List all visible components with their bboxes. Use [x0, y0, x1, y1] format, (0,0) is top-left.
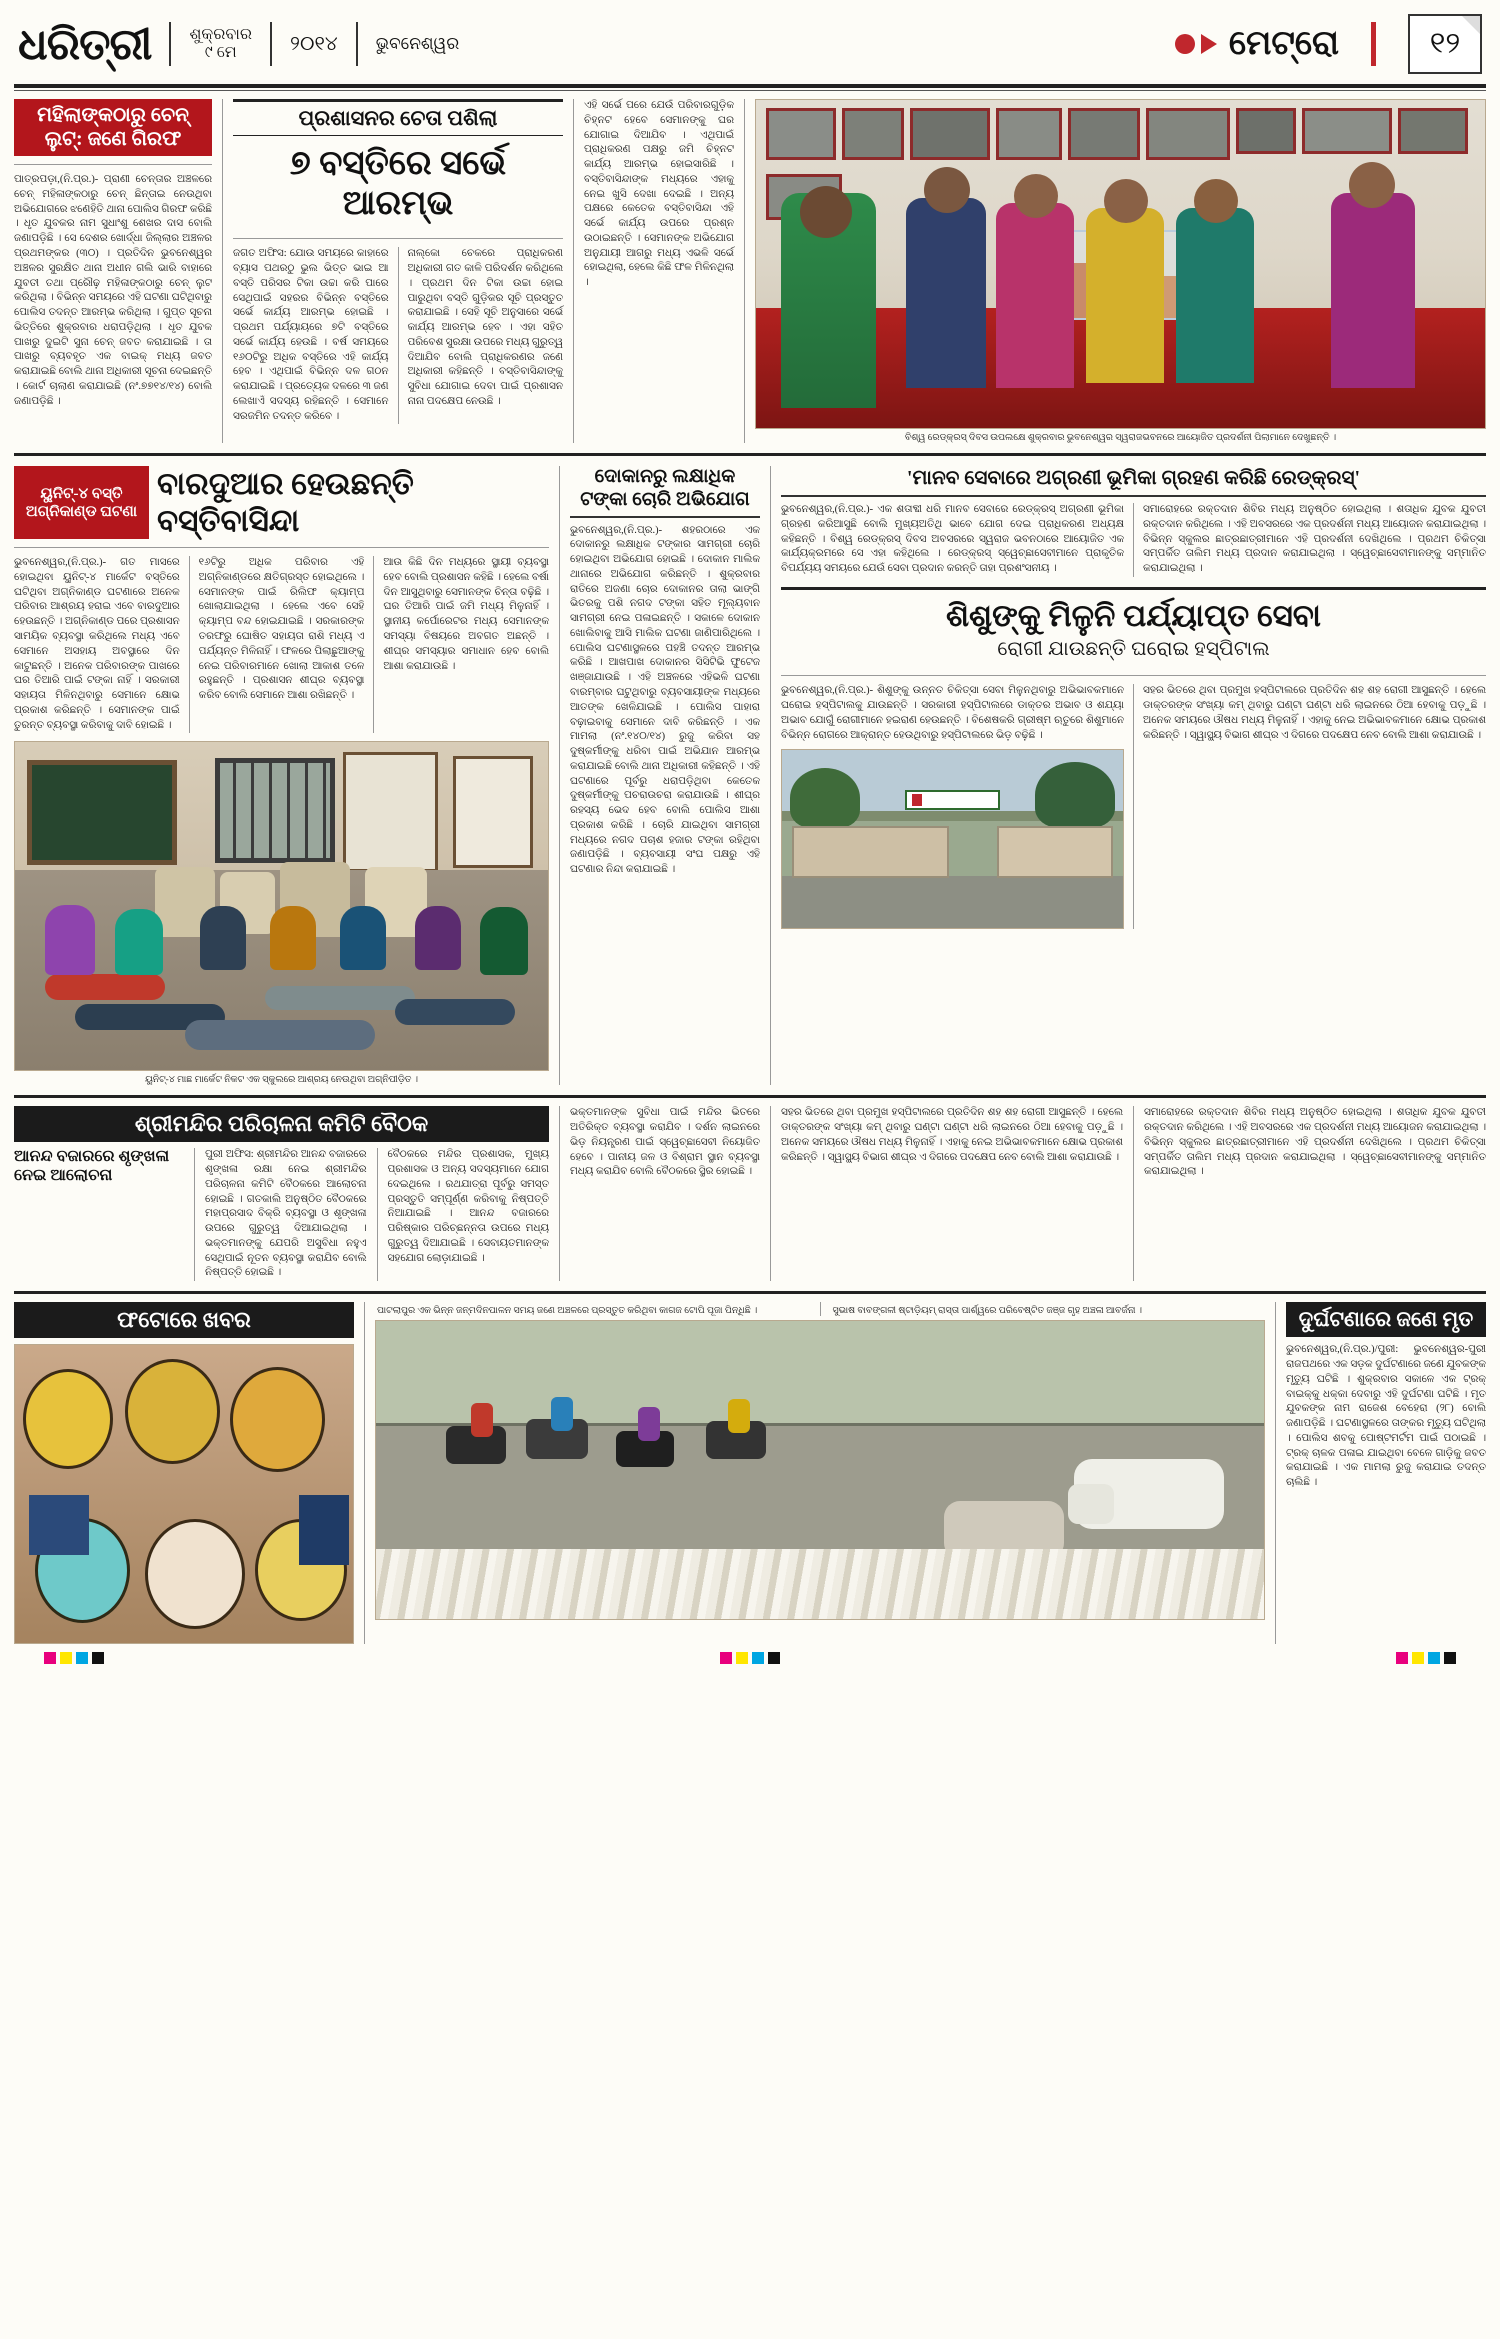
- column-divider: [194, 1148, 195, 1281]
- issue-city: ଭୁବନେଶ୍ୱର: [375, 34, 460, 53]
- story-body-col2: ବୈଠକରେ ମନ୍ଦିର ପ୍ରଶାସକ, ମୁଖ୍ୟ ପ୍ରଶାସକ ଓ ଅନ୍ୟ ସଦସ୍ୟମାନେ ଯୋଗ ଦେଇଥିଲେ । ରଥଯାତ୍ରା ପୂର୍ବରୁ ସମସ୍ତ ପ୍ରସ୍ତୁତି ସମ୍ପୂର୍ଣ୍ଣ କରିବାକୁ ନିଷ୍ପତ୍ତି ନିଆଯାଇଛି । ଆନନ୍ଦ ବଜାରରେ ପରିଷ୍କାର ପରିଚ୍ଛନ୍ନତା ଉପରେ ମଧ୍ୟ ଗୁରୁତ୍ୱ ଦିଆଯାଇଛି । ସେବାୟତମାନଙ୍କ ସହଯୋଗ ଲୋଡ଼ାଯାଇଛି ।: [387, 1149, 549, 1264]
- divider: [356, 22, 358, 66]
- child-health-left: [781, 684, 1124, 929]
- column-divider: [573, 99, 574, 443]
- story-temple-committee: [14, 1106, 1486, 1281]
- column-divider: [559, 1106, 560, 1281]
- page-number: ୧୨: [1408, 14, 1482, 74]
- photo-news-center: [375, 1302, 1265, 1644]
- story-body-col1: ଭୁବନେଶ୍ୱର,(ନି.ପ୍ର.)- ଏକ ଶତାବ୍ଦୀ ଧରି ମାନବ ସେବାରେ ରେଡ୍‌କ୍ରସ୍ ଅଗ୍ରଣୀ ଭୂମିକା ଗ୍ରହଣ କରିଆସୁଛି ବୋଲି ମୁଖ୍ୟଅତିଥି ଭାବେ ଯୋଗ ଦେଇ ପ୍ରାଧିକରଣ ଅଧ୍ୟକ୍ଷ କହିଛନ୍ତି । ବିଶ୍ୱ ରେଡ୍‌କ୍ରସ୍ ଦିବସ ଅବସରରେ ସ୍ୱରାଜ ଭବନଠାରେ ଆୟୋଜିତ ଏକ କାର୍ଯ୍ୟକ୍ରମରେ ସେ ଏହା କହିଥିଲେ । ରେଡ୍‌କ୍ରସ୍ ସ୍ୱେଚ୍ଛାସେବୀମାନେ ପ୍ରାକୃତିକ ବିପର୍ଯ୍ୟୟ ସମୟରେ ଯେଉଁ ସେବା ପ୍ରଦାନ କରନ୍ତି ତାହା ପ୍ରଶଂସନୀୟ ।: [781, 504, 1124, 575]
- issue-year: ୨୦୧୪: [290, 32, 338, 55]
- photo-children-masks: [14, 1344, 354, 1644]
- right-column-stack: [781, 466, 1486, 1085]
- photo-fire-victims-shelter: [14, 741, 549, 1071]
- story-body-col3: ଆଉ କିଛି ଦିନ ମଧ୍ୟରେ ସ୍ଥାୟୀ ବ୍ୟବସ୍ଥା ହେବ ବୋଲି ପ୍ରଶାସନ କହିଛି । ହେଲେ ବର୍ଷା ଦିନ ଆସୁଥିବାରୁ ସେମାନଙ୍କ ଚିନ୍ତା ବଢ଼ିଛି । ଘର ତିଆରି ପାଇଁ ଜମି ମଧ୍ୟ ମିଳୁନାହିଁ । ସ୍ଥାନୀୟ କର୍ପୋରେଟର ମଧ୍ୟ ସେମାନଙ୍କ ସମସ୍ୟା ବିଷୟରେ ଅବଗତ ଅଛନ୍ତି । ଶୀଘ୍ର ସମସ୍ୟାର ସମାଧାନ ହେବ ବୋଲି ଆଶା କରାଯାଉଛି ।: [383, 557, 550, 672]
- photo-redcross-exhibition: [755, 99, 1486, 429]
- play-triangle-icon: [1201, 34, 1217, 54]
- story-banner: ଶ୍ରୀମନ୍ଦିର ପରିଚାଳନା କମିଟି ବୈଠକ: [14, 1106, 549, 1142]
- rule: [14, 453, 1486, 456]
- rule: [570, 516, 760, 518]
- cmyk-swatches-left: [44, 1652, 104, 1664]
- story-headline: ଦୋକାନରୁ ଲକ୍ଷାଧିକ ଟଙ୍କା ଚୋରି ଅଭିଯୋଗ: [580, 466, 750, 510]
- photo-caption-right: ସୁଭାଷ ବାବଙ୍ଗଳୀ ଷ୍ଟାଡ଼ିୟମ୍ ରାସ୍ତା ପାର୍ଶ୍ୱରେ ପରିବେଷ୍ଟିତ ଜଞ୍ଜ ଗୃହ ଅଞ୍ଚଳା ଆବର୍ଜନା ।: [832, 1306, 1142, 1317]
- column-divider: [820, 1302, 821, 1316]
- column-divider: [1133, 684, 1134, 929]
- story-headline: ଆନନ୍ଦ ବଜାରରେ ଶୃଙ୍ଖଳା ନେଇ ଆଲୋଚନା: [14, 1148, 170, 1185]
- column-divider: [373, 556, 374, 733]
- story-headline: ଦୁର୍ଘଟଣାରେ ଜଣେ ମୃତ: [1286, 1302, 1486, 1337]
- rule: [781, 587, 1486, 590]
- story-body-col3-wrap: [584, 99, 734, 443]
- column-divider: [1133, 503, 1134, 577]
- photo-street-garbage: [375, 1320, 1265, 1620]
- masthead: [14, 10, 1486, 82]
- rule: [781, 675, 1486, 676]
- issue-date: [189, 26, 252, 63]
- rule: [14, 164, 212, 165]
- story-body-col2: ସହର ଭିତରେ ଥିବା ପ୍ରମୁଖ ହସ୍ପିଟାଲରେ ପ୍ରତିଦିନ ଶହ ଶହ ରୋଗୀ ଆସୁଛନ୍ତି । ହେଲେ ଡାକ୍ତରଙ୍କ ସଂଖ୍ୟା କମ୍ ଥିବାରୁ ଘଣ୍ଟା ଘଣ୍ଟା ଧରି ଲାଇନରେ ଠିଆ ହେବାକୁ ପଡ଼ୁଛି । ଅନେକ ସମୟରେ ଔଷଧ ମଧ୍ୟ ମିଳୁନାହିଁ । ଏହାକୁ ନେଇ ଅଭିଭାବକମାନେ କ୍ଷୋଭ ପ୍ରକାଶ କରିଛନ୍ତି । ସ୍ୱାସ୍ଥ୍ୟ ବିଭାଗ ଶୀଘ୍ର ଏ ଦିଗରେ ପଦକ୍ଷେପ ନେବ ବୋଲି ଆଶା କରାଯାଉଛି ।: [1143, 685, 1486, 741]
- column-divider: [770, 1106, 771, 1281]
- accent-bar: [1371, 22, 1376, 66]
- column-divider: [1275, 1302, 1276, 1644]
- photo-hospital-gate: [781, 749, 1124, 929]
- story-body: ଭୁବନେଶ୍ୱର,(ନି.ପ୍ର.)/ପୁରୀ: ଭୁବନେଶ୍ୱର-ପୁରୀ ରାଜପଥରେ ଏକ ସଡ଼କ ଦୁର୍ଘଟଣାରେ ଜଣେ ଯୁବକଙ୍କ ମୃତ୍ୟୁ ଘଟିଛି । ଶୁକ୍ରବାର ସକାଳେ ଏକ ଟ୍ରକ୍ ବାଇକ୍‌କୁ ଧକ୍କା ଦେବାରୁ ଏହି ଦୁର୍ଘଟଣା ଘଟିଛି । ମୃତ ଯୁବକଙ୍କ ନାମ ରାଜେଶ ବେହେରା (୨୮) ବୋଲି ଜଣାପଡ଼ିଛି । ଘଟଣାସ୍ଥଳରେ ତାଙ୍କର ମୃତ୍ୟୁ ଘଟିଥିଲା । ପୋଲିସ ଶବକୁ ପୋଷ୍ଟମର୍ଟମ ପାଇଁ ପଠାଇଛି । ଟ୍ରକ୍ ଚାଳକ ପଳାଇ ଯାଇଥିବା ବେଳେ ଗାଡ଼ିକୁ ଜବତ କରାଯାଇଛି । ଏକ ମାମଲା ରୁଜୁ କରାଯାଇ ତଦନ୍ତ ଚାଲିଛି ।: [1286, 1344, 1486, 1489]
- issue-daymonth: ୯ ମେ: [204, 44, 237, 61]
- divider: [169, 22, 171, 66]
- column-divider: [377, 1148, 378, 1281]
- rule: [233, 238, 563, 239]
- story-body-col1: ପୁରୀ ଅଫିସ: ଶ୍ରୀମନ୍ଦିର ଆନନ୍ଦ ବଜାରରେ ଶୃଙ୍ଖଳା ରକ୍ଷା ନେଇ ଶ୍ରୀମନ୍ଦିର ପରିଚାଳନା କମିଟି ବୈଠକରେ ଆଲୋଚନା ହୋଇଛି । ଗତକାଲି ଅନୁଷ୍ଠିତ ବୈଠକରେ ମହାପ୍ରସାଦ ବିକ୍ରି ବ୍ୟବସ୍ଥା ଓ ଶୃଙ୍ଖଳା ଉପରେ ଗୁରୁତ୍ୱ ଦିଆଯାଇଥିଲା । ଭକ୍ତମାନଙ୍କୁ ଯେପରି ଅସୁବିଧା ନହୁଏ ସେଥିପାଇଁ ନୂତନ ବ୍ୟବସ୍ଥା କରାଯିବ ବୋଲି ନିଷ୍ପତ୍ତି ହୋଇଛି ।: [205, 1149, 367, 1279]
- column-divider: [770, 466, 771, 1085]
- photo-caption: ୟୁନିଟ୍-୪ ମାଛ ମାର୍କେଟ ନିକଟ ଏକ ସ୍କୁଲରେ ଆଶ୍ରୟ ନେଉଥିବା ଅଗ୍ନିପୀଡ଼ିତ ।: [144, 1075, 419, 1086]
- section-label: [1175, 25, 1339, 63]
- rule: [781, 495, 1486, 497]
- story-body-col3: ଭକ୍ତମାନଙ୍କ ସୁବିଧା ପାଇଁ ମନ୍ଦିର ଭିତରେ ଅତିରିକ୍ତ ବ୍ୟବସ୍ଥା କରାଯିବ । ଦର୍ଶନ ଲାଇନରେ ଭିଡ଼ ନିୟନ୍ତ୍ରଣ ପାଇଁ ସ୍ୱେଚ୍ଛାସେବୀ ନିୟୋଜିତ ହେବେ । ପାନୀୟ ଜଳ ଓ ବିଶ୍ରାମ ସ୍ଥାନ ବ୍ୟବସ୍ଥା ମଧ୍ୟ କରାଯିବ ବୋଲି ବୈଠକରେ ସ୍ଥିର ହୋଇଛି ।: [570, 1107, 760, 1178]
- story-body: ପାତ୍ରପଡ଼ା,(ନି.ପ୍ର.)- ପ୍ରାଣୀ ଚେନ୍ତାର ଅଞ୍ଚଳରେ ଚେନ୍ ମହିଳାଙ୍କଠାରୁ ଚେନ୍ ଛିନ୍ତାଇ ନେଉଥିବା ଅଭିଯୋଗରେ ଝଣେହିତି ଥାନା ପୋଲିସ ଗିରଫ କରିଛି । ଧୃତ ଯୁବକର ନାମ ସୁଧାଂଶୁ ଶେଖର ଦାସ ବୋଲି ଜଣାପଡ଼ିଛି । ସେ ଦେଶର ଖୋର୍ଦ୍ଧା ଜିଲ୍ଲାର ଅଞ୍ଚଳର ପ୍ରଥମଙ୍କର (୩୦) । ପ୍ରତିଦିନ ଭୁବନେଶ୍ୱର ଅଞ୍ଚଳର ସୁରକ୍ଷିତ ଥାନା ଅଧୀନ ଗଲି ଭାରି ବାହାରେ ଯୁବତୀ ତଥା ପ୍ରୌଢ଼ ମହିଳାଙ୍କଠାରୁ ଚେନ୍ ଲୁଟ କରିଥିଲା । ବିଭିନ୍ନ ସମୟରେ ଏହି ଘଟଣା ଘଟିଥିବାରୁ ପୋଲିସ ତଦନ୍ତ ଆରମ୍ଭ କରିଥିଲା । ଗୁପ୍ତ ସୂଚନା ଭିତ୍ତିରେ ଶୁକ୍ରବାର ଧରାପଡ଼ିଥିଲା । ଧୃତ ଯୁବକ ପାଖରୁ ଦୁଇଟି ସୁନା ଚେନ୍ ଜବତ କରାଯାଇଛି । ତା ପାଖରୁ ବ୍ୟବହୃତ ଏକ ବାଇକ୍ ମଧ୍ୟ ଜବତ କରାଯାଇଛି ବୋଲି ଥାନା ଅଧିକାରୀ ସୂଚନା ଦେଇଛନ୍ତି । କୋର୍ଟ ଚାଲାଣ କରାଯାଇଛି (ନଂ.୭୭୧୪/୧୪) ବୋଲି ଜଣାପଡ଼ିଛି ।: [14, 174, 212, 407]
- story-headline-redcross: 'ମାନବ ସେବାରେ ଅଗ୍ରଣୀ ଭୂମିକା ଗ୍ରହଣ କରିଛି ରେଡ୍‌କ୍ରସ୍': [906, 467, 1361, 489]
- story-body-col2: ନାଲ୍କୋ ଚେକରେ ପ୍ରାଧିକରଣ ଅଧିକାରୀ ଗତ କାଳି ପରିଦର୍ଶନ କରିଥିଲେ । ପ୍ରଥମ ଦିନ ଟିକା ଉଚ୍ଚା ହୋଇ ପାରୁଥିବା ବସ୍ତି ଗୁଡ଼ିକର ସୂଚି ପ୍ରସ୍ତୁତ କରାଯାଇଛି । ସେହି ସୂଚି ଅନୁସାରେ ସର୍ଭେ କାର୍ଯ୍ୟ ଆରମ୍ଭ ହେବ । ଏହା ସହିତ ପରିବେଶ ସୁରକ୍ଷା ଉପରେ ମଧ୍ୟ ଗୁରୁତ୍ୱ ଦିଆଯିବ ବୋଲି ପ୍ରାଧିକରଣର ଜଣେ ଅଧିକାରୀ କହିଛନ୍ତି । ବସ୍ତିବାସିନ୍ଦାଙ୍କୁ ସୁବିଧା ଯୋଗାଇ ଦେବା ପାଇଁ ପ୍ରଶାସନ ନାନା ପଦକ୍ଷେପ ନେଉଛି ।: [407, 248, 563, 407]
- cmyk-swatches-center: [720, 1652, 780, 1664]
- photo-caption-left: ପାଟଲାପୁର ଏକ ଭିନ୍ନ ଜନ୍ମଦିନପାଳନ ସମୟ ଜଣେ ଅଞ୍ଚଳରେ ପ୍ରସ୍ତୁତ କରିଥିବା କାଗଜ ଟୋପି ପୂଜା ପିନ୍ଧିଛି ।: [377, 1306, 758, 1317]
- survey-photo-block: [584, 99, 1486, 443]
- story-body-col2: ସମାରୋହରେ ରକ୍ତଦାନ ଶିବିର ମଧ୍ୟ ଅନୁଷ୍ଠିତ ହୋଇଥିଲା । ଶତାଧିକ ଯୁବକ ଯୁବତୀ ରକ୍ତଦାନ କରିଥିଲେ । ଏହି ଅବସରରେ ଏକ ପ୍ରଦର୍ଶନୀ ମଧ୍ୟ ଆୟୋଜନ କରାଯାଇଥିଲା । ବିଭିନ୍ନ ସ୍କୁଲର ଛାତ୍ରଛାତ୍ରୀମାନେ ଏହି ପ୍ରଦର୍ଶନୀ ଦେଖିଥିଲେ । ପ୍ରଥମ ଚିକିତ୍ସା ସମ୍ପର୍କିତ ତାଲିମ ମଧ୍ୟ ପ୍ରଦାନ କରାଯାଇଥିଲା । ସ୍ୱେଚ୍ଛାସେବୀମାନଙ୍କୁ ସମ୍ମାନିତ କରାଯାଇଥିଲା ।: [1143, 504, 1486, 575]
- play-circle-icon: [1175, 34, 1195, 54]
- photo-news-section: [14, 1302, 1486, 1644]
- column-divider: [222, 99, 223, 443]
- top-section: [14, 99, 1486, 443]
- story-kicker: ୟୁନିଟ୍-୪ ବସ୍ତି ଅଗ୍ନିକାଣ୍ଡ ଘଟଣା: [14, 466, 149, 539]
- story-slum-fire: [14, 466, 549, 1085]
- photo-news-left: [14, 1302, 354, 1644]
- rule: [14, 1291, 1486, 1294]
- story-headline: ୭ ବସ୍ତିରେ ସର୍ଭେ ଆରମ୍ଭ: [289, 145, 507, 223]
- photo-caption: ବିଶ୍ୱ ରେଡ୍‌କ୍ରସ୍ ଦିବସ ଉପଲକ୍ଷେ ଶୁକ୍ରବାର ଭୁବନେଶ୍ୱର ସ୍ୱରାଜଭବନରେ ଆୟୋଜିତ ପ୍ରଦର୍ଶନୀ ପିଲାମାନେ ଦେଖୁଛନ୍ତି ।: [904, 433, 1337, 443]
- column-divider: [744, 99, 745, 443]
- cmyk-swatches-right: [1396, 1652, 1456, 1664]
- middle-section: [14, 466, 1486, 1085]
- column-divider: [364, 1302, 365, 1644]
- rule: [14, 90, 1486, 91]
- print-registration-marks: [14, 1652, 1486, 1664]
- column-divider: [1133, 1106, 1134, 1281]
- story-body-col3: ଏହି ସର୍ଭେ ପରେ ଯେଉଁ ପରିବାରଗୁଡ଼ିକ ଚିହ୍ନଟ ହେବେ ସେମାନଙ୍କୁ ଘର ଯୋଗାଇ ଦିଆଯିବ । ଏଥିପାଇଁ ପ୍ରାଧିକରଣ ପକ୍ଷରୁ ଜମି ଚିହ୍ନଟ କାର୍ଯ୍ୟ ଆରମ୍ଭ ହୋଇସାରିଛି । ବସ୍ତିବାସିନ୍ଦାଙ୍କ ମଧ୍ୟରେ ଏହାକୁ ନେଇ ଖୁସି ଦେଖା ଦେଇଛି । ଅନ୍ୟ ପକ୍ଷରେ କେତେକ ବସ୍ତିବାସିନ୍ଦା ଏହି ସର୍ଭେ କାର୍ଯ୍ୟ ଉପରେ ପ୍ରଶ୍ନ ଉଠାଇଛନ୍ତି । ସେମାନଙ୍କ ଅଭିଯୋଗ ଅନୁଯାୟୀ ଆଗରୁ ମଧ୍ୟ ଏଭଳି ସର୍ଭେ ହୋଇଥିଲା, ହେଲେ କିଛି ଫଳ ମିଳିନଥିଲା ।: [584, 100, 734, 289]
- story-subhead: ରୋଗୀ ଯାଉଛନ୍ତି ଘରୋଇ ହସ୍ପିଟାଲ: [997, 638, 1270, 661]
- story-child-health-tail: ସହର ଭିତରେ ଥିବା ପ୍ରମୁଖ ହସ୍ପିଟାଲରେ ପ୍ରତିଦିନ ଶହ ଶହ ରୋଗୀ ଆସୁଛନ୍ତି । ହେଲେ ଡାକ୍ତରଙ୍କ ସଂଖ୍ୟା କମ୍ ଥିବାରୁ ଘଣ୍ଟା ଘଣ୍ଟା ଧରି ଲାଇନରେ ଠିଆ ହେବାକୁ ପଡ଼ୁଛି । ଅନେକ ସମୟରେ ଔଷଧ ମଧ୍ୟ ମିଳୁନାହିଁ । ଏହାକୁ ନେଇ ଅଭିଭାବକମାନେ କ୍ଷୋଭ ପ୍ରକାଶ କରିଛନ୍ତି । ସ୍ୱାସ୍ଥ୍ୟ ବିଭାଗ ଶୀଘ୍ର ଏ ଦିଗରେ ପଦକ୍ଷେପ ନେବ ବୋଲି ଆଶା କରାଯାଉଛି ।: [781, 1107, 1123, 1163]
- story-headline: ମହିଲାଙ୍କଠାରୁ ଚେନ୍ ଲୁଟ୍: ଜଣେ ଗିରଫ: [14, 99, 212, 156]
- publication-logo: ଧରିତ୍ରୀ: [18, 19, 152, 69]
- story-body-col1: ଭୁବନେଶ୍ୱର,(ନି.ପ୍ର.)- ଗତ ମାସରେ ହୋଇଥିବା ୟୁନିଟ୍-୪ ମାର୍କେଟ ବସ୍ତିରେ ଘଟିଥିବା ଅଗ୍ନିକାଣ୍ଡ ଘଟଣାରେ ଅନେକ ପରିବାର ଆଶ୍ରୟ ହରାଇ ଏବେ ବାରଦୁଆର ହେଉଛନ୍ତି । ଅଗ୍ନିକାଣ୍ଡ ପରେ ପ୍ରଶାସନ ସାମୟିକ ବ୍ୟବସ୍ଥା କରିଥିଲେ ମଧ୍ୟ ଏବେ ସେମାନେ ଅସହାୟ ଅବସ୍ଥାରେ ଦିନ କାଟୁଛନ୍ତି । ଅନେକ ପରିବାରଙ୍କ ପାଖରେ ଘର ତିଆରି ପାଇଁ ଟଙ୍କା ନାହିଁ । ସରକାରୀ ସହାୟତା ମିଳିନଥିବାରୁ ସେମାନେ କ୍ଷୋଭ ପ୍ରକାଶ କରିଛନ୍ତି । ସେମାନଙ୍କ ପାଇଁ ତୁରନ୍ତ ବ୍ୟବସ୍ଥା କରିବାକୁ ଦାବି ହୋଇଛି ।: [14, 557, 180, 731]
- story-headline-child-health: ଶିଶୁଙ୍କୁ ମିଳୁନି ପର୍ଯ୍ୟାପ୍ତ ସେବା: [945, 597, 1321, 633]
- photo-block-redcross: [755, 99, 1486, 443]
- photo-news-banner: ଫଟୋରେ ଖବର: [14, 1302, 354, 1338]
- story-body-col1: ଭୁବନେଶ୍ୱର,(ନି.ପ୍ର.)- ଶିଶୁଙ୍କୁ ଉନ୍ନତ ଚିକିତ୍ସା ସେବା ମିଳୁନଥିବାରୁ ଅଭିଭାବକମାନେ ଘରୋଇ ହସ୍ପିଟାଲକୁ ଯାଉଛନ୍ତି । ସରକାରୀ ହସ୍ପିଟାଲରେ ଡାକ୍ତର ଅଭାବ ଓ ଶଯ୍ୟା ଅଭାବ ଯୋଗୁଁ ରୋଗୀମାନେ ହଇରାଣ ହେଉଛନ୍ତି । ବିଶେଷକରି ଗ୍ରୀଷ୍ମ ଋତୁରେ ଶିଶୁମାନେ ବିଭିନ୍ନ ରୋଗରେ ଆକ୍ରାନ୍ତ ହେଉଥିବାରୁ ହସ୍ପିଟାଲରେ ଭିଡ଼ ବଢ଼ିଛି ।: [781, 685, 1124, 741]
- story-accident-death: [1286, 1302, 1486, 1644]
- column-divider: [189, 556, 190, 733]
- rule: [14, 547, 549, 548]
- story-body: ଭୁବନେଶ୍ୱର,(ନି.ପ୍ର.)- ଶହରଠାରେ ଏକ ଦୋକାନରୁ ଲକ୍ଷାଧିକ ଟଙ୍କାର ସାମଗ୍ରୀ ଚୋରି ହୋଇଥିବା ଅଭିଯୋଗ ହୋଇଛି । ଦୋକାନ ମାଲିକ ଥାନାରେ ଅଭିଯୋଗ କରିଛନ୍ତି । ଶୁକ୍ରବାର ରାତିରେ ଅଜଣା ଚୋର ଦୋକାନର ତାଲା ଭାଙ୍ଗି ଭିତରକୁ ପଶି ନଗଦ ଟଙ୍କା ସହିତ ମୂଲ୍ୟବାନ ସାମଗ୍ରୀ ନେଇ ପଳାଇଛନ୍ତି । ସକାଳେ ଦୋକାନ ଖୋଲିବାକୁ ଆସି ମାଲିକ ଘଟଣା ଜାଣିପାରିଥିଲେ । ପୋଲିସ ଘଟଣାସ୍ଥଳରେ ପହଞ୍ଚି ତଦନ୍ତ ଆରମ୍ଭ କରିଛି । ଆଖପାଖ ଦୋକାନର ସିସିଟିଭି ଫୁଟେଜ ଖଞ୍ଜାଯାଉଛି । ଏହି ଅଞ୍ଚଳରେ ଏହିଭଳି ଘଟଣା ବାରମ୍ବାର ଘଟୁଥିବାରୁ ବ୍ୟବସାୟୀଙ୍କ ମଧ୍ୟରେ ଆତଙ୍କ ଖେଳିଯାଇଛି । ପୋଲିସ ପାହାରା ବଢ଼ାଇବାକୁ ସେମାନେ ଦାବି କରିଛନ୍ତି । ଏକ ମାମଲା (ନଂ.୧୪୦/୧୪) ରୁଜୁ କରିବା ସହ ଦୁଷ୍କର୍ମୀଙ୍କୁ ଧରିବା ପାଇଁ ଅଭିଯାନ ଆରମ୍ଭ କରାଯାଇଛି ବୋଲି ଥାନା ଅଧିକାରୀ କହିଛନ୍ତି । ଏହି ଘଟଣାରେ ପୂର୍ବରୁ ଧରାପଡ଼ିଥିବା କେତେକ ଦୁଷ୍କର୍ମୀଙ୍କୁ ପଚରାଉଚରା କରାଯାଉଛି । ଶୀଘ୍ର ରହସ୍ୟ ଭେଦ ହେବ ବୋଲି ପୋଲିସ ଆଶା ପ୍ରକାଶ କରିଛି । ଚୋରି ଯାଇଥିବା ସାମଗ୍ରୀ ମଧ୍ୟରେ ନଗଦ ପଚାଶ ହଜାର ଟଙ୍କା ରହିଥିବା ଜଣାପଡ଼ିଛି । ବ୍ୟବସାୟୀ ସଂଘ ପକ୍ଷରୁ ଏହି ଘଟଣାର ନିନ୍ଦା କରାଯାଇଛି ।: [570, 524, 760, 876]
- column-divider: [398, 247, 399, 424]
- issue-day: ଶୁକ୍ରବାର: [189, 25, 253, 43]
- rule: [14, 1095, 1486, 1098]
- story-survey: [233, 99, 563, 443]
- story-kicker: ପ୍ରଶାସନର ଚେତା ପଶିଲା: [233, 99, 563, 136]
- rule: [14, 84, 1486, 88]
- column-divider: [559, 466, 560, 1085]
- story-body-col2: ୧୬ଟିରୁ ଅଧିକ ପରିବାର ଏହି ଅଗ୍ନିକାଣ୍ଡରେ କ୍ଷତିଗ୍ରସ୍ତ ହୋଇଥିଲେ । ସେମାନଙ୍କ ପାଇଁ ରିଲିଫ କ୍ୟାମ୍ପ ଖୋଲାଯାଇଥିଲା । ହେଲେ ଏବେ ସେହି କ୍ୟାମ୍ପ ବନ୍ଦ ହୋଇଯାଇଛି । ସରକାରଙ୍କ ତରଫରୁ ଘୋଷିତ ସହାୟତା ରାଶି ମଧ୍ୟ ଏ ପର୍ଯ୍ୟନ୍ତ ମିଳିନାହିଁ । ଫଳରେ ପିଲାଛୁଆଙ୍କୁ ନେଇ ପରିବାରମାନେ ଖୋଲା ଆକାଶ ତଳେ ରହୁଛନ୍ତି । ପ୍ରଶାସନ ଶୀଘ୍ର ବ୍ୟବସ୍ଥା କରିବ ବୋଲି ସେମାନେ ଆଶା ରଖିଛନ୍ତି ।: [198, 557, 365, 702]
- story-headline: ବାରଦୁଆର ହେଉଛନ୍ତି ବସ୍ତିବାସିନ୍ଦା: [157, 466, 414, 538]
- story-shop-theft: [570, 466, 760, 1085]
- story-body-col1: ଜଗତ ଅଫିସ: ଯୋଉ ସମୟରେ କାହାରେ ବ୍ୟାସ ପଥରଠୁ ଭୁଲ ଭିତ୍ତ ଭାଇ ଆ ବସ୍ତି ପରିସର ଟିକା ଉଚ୍ଚା କରି ପାରେ ସେଥିପାଇଁ ସହରର ବିଭିନ୍ନ ବସ୍ତିରେ ସର୍ଭେ କାର୍ଯ୍ୟ ଆରମ୍ଭ ହୋଇଛି । ପ୍ରଥମ ପର୍ଯ୍ୟାୟରେ ୭ଟି ବସ୍ତିରେ ସର୍ଭେ କାର୍ଯ୍ୟ ହେଉଛି । ବର୍ଷ ସମୟରେ ୧୬୦ଟିରୁ ଅଧିକ ବସ୍ତିରେ ଏହି କାର୍ଯ୍ୟ ହେବ । ଏଥିପାଇଁ ବିଭିନ୍ନ ଦଳ ଗଠନ କରାଯାଇଛି । ପ୍ରତ୍ୟେକ ଦଳରେ ୩ ଜଣ ଲେଖାଏଁ ସଦସ୍ୟ ରହିଛନ୍ତି । ସେମାନେ ସରଜମିନ ତଦନ୍ତ କରିବେ ।: [233, 248, 389, 422]
- divider: [270, 22, 272, 66]
- section-title: ମେଟ୍ରୋ: [1228, 25, 1339, 62]
- story-chain-snatch: [14, 99, 212, 443]
- story-redcross-tail: ସମାରୋହରେ ରକ୍ତଦାନ ଶିବିର ମଧ୍ୟ ଅନୁଷ୍ଠିତ ହୋଇଥିଲା । ଶତାଧିକ ଯୁବକ ଯୁବତୀ ରକ୍ତଦାନ କରିଥିଲେ । ଏହି ଅବସରରେ ଏକ ପ୍ରଦର୍ଶନୀ ମଧ୍ୟ ଆୟୋଜନ କରାଯାଇଥିଲା । ବିଭିନ୍ନ ସ୍କୁଲର ଛାତ୍ରଛାତ୍ରୀମାନେ ଏହି ପ୍ରଦର୍ଶନୀ ଦେଖିଥିଲେ । ପ୍ରଥମ ଚିକିତ୍ସା ସମ୍ପର୍କିତ ତାଲିମ ମଧ୍ୟ ପ୍ରଦାନ କରାଯାଇଥିଲା । ସ୍ୱେଚ୍ଛାସେବୀମାନଙ୍କୁ ସମ୍ମାନିତ କରାଯାଇଥିଲା ।: [1144, 1107, 1486, 1178]
